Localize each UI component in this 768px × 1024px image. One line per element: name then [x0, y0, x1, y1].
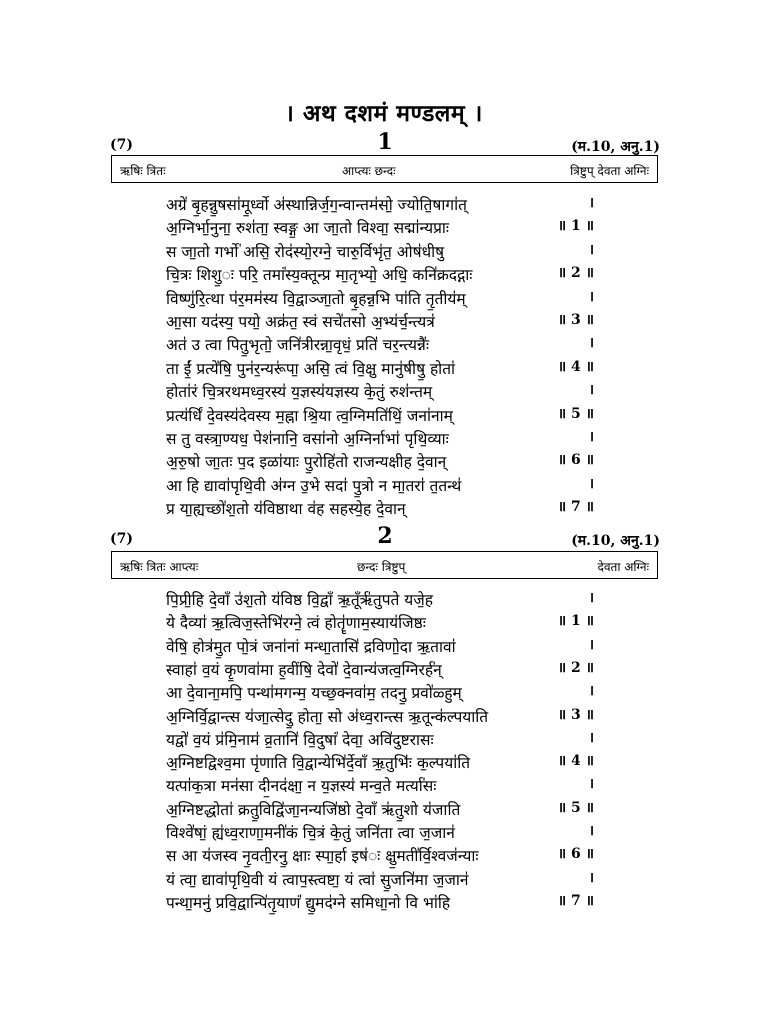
verse-number-mark: ॥ 2 ॥: [557, 265, 594, 282]
verse-number-mark: ।: [588, 636, 594, 653]
verse-text: अग्रे॑ बृ॒हन्नु॒षसा॑मू॒र्ध्वो अ॑स्थान्निर्ज॒ग॒न्वान्तम॑सो॒ ज्योति॒षागा॑त्: [166, 196, 467, 214]
hymn-1-number: 1: [377, 129, 393, 155]
verse-text: अ॒ग्निष्टद्धोता॑ क्रतु॒विद्वि॑जा॒नन्यजि॑ष्ठो दे॒वाँ ऋ॑तु॒शो य॑जाति: [166, 800, 461, 819]
verse-line: [166, 844, 594, 868]
verse-number-mark: ।: [588, 683, 594, 700]
hymn-1-info-middle: आप्त्यः छन्दः: [342, 164, 396, 178]
verse-text: विश्वे॑षां॒ ह्य॑ध्व॒राणा॒मनी॑कं चि॒त्रं के॒तुं जनि॑ता त्वा ज॒जान॑: [166, 824, 455, 842]
verse-line: [166, 611, 594, 635]
hymn-1-left-reference: (7): [110, 137, 133, 153]
verse-text: आ॒सा यद॑स्य॒ पयो॒ अक्र॑त॒ स्वं सचे॑तसो अ॒भ्य॑र्च॒न्त्यत्र॑: [166, 313, 435, 331]
verse-line: [166, 705, 594, 729]
verse-line: [166, 588, 594, 612]
verse-number-mark: ।: [588, 729, 594, 746]
verse-line: [166, 193, 594, 217]
verse-number-mark: ।: [588, 288, 594, 305]
verse-line: [166, 357, 594, 381]
verse-line: [166, 310, 594, 334]
hymn-2-right-reference: (म.10, अनु.1): [571, 533, 660, 549]
verse-number-mark: ॥ 6 ॥: [557, 452, 594, 469]
verse-number-mark: ॥ 4 ॥: [557, 753, 594, 770]
verse-text: प्र या॒ह्यच्छो॑श॒तो य॑विष्ठाथा व॑ह सहस्ये॒ह दे॒वान्: [166, 500, 406, 519]
verse-text: विष्णु॑रि॒त्था प॑र॒मम॑स्य वि॒द्वाञ्जा॒तो बृ॒हन्न॒भि पा॑ति तृ॒तीय॑म्: [166, 289, 466, 308]
verse-text: ये दैव्या॑ ऋ॒त्विज॒स्तेभि॑रग्ने॒ त्वं होतॄ॑णाम॒स्याय॑जिष्ठः: [166, 614, 426, 633]
verse-number-mark: ॥ 7 ॥: [557, 499, 594, 516]
verse-line: [166, 681, 594, 705]
verse-number-mark: ॥ 6 ॥: [557, 846, 594, 863]
verse-text: यत्पा॑क॒त्रा मन॑सा दी॒नद॑क्षा॒ न य॒ज्ञस्य॑ मन्व॒ते मर्त्या॑सः: [166, 777, 437, 796]
verse-text: स आ य॑जस्व नृ॒वती॒रनु॒ क्षाः स्पा॒र्हा इष॑ः क्षु॒मती॑र्वि॒श्वज॑न्याः: [166, 847, 479, 866]
verse-number-mark: ॥ 5 ॥: [557, 799, 594, 816]
verse-text: अ॒ग्निर्वि॒द्वान्त्स य॑जा॒त्सेदु॒ होता॒ सो अ॑ध्व॒रान्त्स ऋ॒तून्क॑ल्पयाति: [166, 707, 489, 726]
verse-line: [166, 635, 594, 659]
verse-number-mark: ॥ 7 ॥: [557, 892, 594, 909]
verse-text: स तु वस्त्रा॒ण्यध॒ पेश॑नानि॒ वसा॑नो अ॒ग्निर्नाभा॑ पृथि॒व्याः: [166, 430, 449, 448]
verse-line: [166, 450, 594, 474]
verse-line: [166, 798, 594, 822]
hymn-2-number: 2: [377, 523, 393, 549]
verse-number-mark: ।: [588, 869, 594, 886]
verse-text: आ हि द्यावा॑पृथि॒वी अ॑ग्न उ॒भे सदा॑ पु॒त्रो न मा॒तरा॑ त॒तन्थ॑: [166, 476, 462, 495]
verse-text: स्वाहा॑ व॒यं कृ॒णवा॑मा ह॒वींषि॒ देवो॑ दे॒वान्य॑जत्व॒ग्निरर्ह॑न्: [166, 660, 442, 679]
hymn-1-info-right: त्रिष्टुप् देवता अग्निः: [570, 164, 649, 178]
verse-number-mark: ॥ 1 ॥: [557, 218, 594, 235]
verse-text: ता ईं॒ प्रत्ये॑षि॒ पुन॑र॒न्यरू॑पा॒ असि॒ त्वं वि॒क्षु मानु॑षीषु॒ होता॑: [166, 359, 456, 378]
verse-text: अत॑ उ त्वा पितु॒भृतो॒ जनि॑त्रीरन्ना॒वृधं॒ प्रति॑ चर॒न्त्यन्नैः॑: [166, 336, 429, 355]
verse-text: पि॒प्री॒हि दे॒वाँ उ॑श॒तो य॑विष्ठ वि॒द्वाँ ऋ॒तूँरृ॑तुपते यजे॒ह: [166, 591, 433, 609]
verse-line: [166, 216, 594, 240]
verse-text: आ दे॒वाना॒मपि॒ पन्था॑मगन्म॒ यच्छ॒क्नवा॑म॒ तदनु॒ प्रवो॑ळ्हुम्: [166, 684, 462, 703]
verse-number-mark: ॥ 5 ॥: [557, 405, 594, 422]
verse-text: यं त्वा॒ द्यावा॑पृथि॒वी यं त्वाप॒स्त्वष्टा॒ यं त्वा॑ सु॒जनि॑मा ज॒जान॑: [166, 870, 469, 889]
verse-line: [166, 497, 594, 521]
verse-text: चि॒त्रः शिशु॒ः परि॒ तमां॑स्य॒क्तून्प्र मा॒तृभ्यो॒ अधि॒ कनि॑क्रदद्गाः: [166, 266, 473, 285]
hymn-1-right-reference: (म.10, अनु.1): [571, 139, 660, 155]
verse-line: [166, 427, 594, 451]
page-title: । अथ दशमं मण्डलम् ।: [285, 100, 483, 127]
verse-number-mark: ।: [588, 241, 594, 258]
verse-text: पन्था॒मनु॑ प्रवि॒द्वान्पि॑तृ॒याणं॑ द्यु॒मद॑ग्ने समिधा॒नो वि भा॑हि: [166, 893, 451, 912]
verse-text: होता॑रं चि॒त्ररथमध्व॒रस्य॑ य॒ज्ञस्य॑यज्ञस्य के॒तुं रुश॑न्तम्: [166, 383, 433, 402]
verse-text: अ॒ग्निर्भा॒नुना॒ रुश॑ता॒ स्वङ्ग॒ आ जा॒तो विश्वा॒ सद्मा॑न्यप्राः: [166, 219, 450, 238]
verse-line: [166, 404, 594, 428]
verse-text: स जा॒तो गर्भो॑ असि॒ रोद॑स्यो॒रग्ने॒ चारु॒र्विभृ॑त॒ ओष॑धीषु: [166, 242, 445, 261]
verse-number-mark: ।: [588, 335, 594, 352]
verse-line: [166, 240, 594, 264]
verse-number-mark: ॥ 3 ॥: [557, 312, 594, 328]
verse-number-mark: ।: [588, 590, 594, 606]
verse-line: [166, 868, 594, 892]
verse-number-mark: ।: [588, 429, 594, 445]
verse-number-mark: ।: [588, 776, 594, 793]
hymn-2-info-middle: छन्दः त्रिष्टुप्: [357, 560, 406, 574]
verse-text: अ॒ग्निष्टद्विश्व॒मा पृ॑णाति वि॒द्वान्येभि॑र्दे॒वाँ ऋ॒तुभिः॑ क॒ल्पया॑ति: [166, 754, 471, 773]
hymn-2-info-box: [111, 551, 658, 579]
verse-line: [166, 287, 594, 311]
hymn-2-header: [110, 523, 660, 551]
verse-text: अ॒रु॒षो जा॒तः प॒द इळा॑याः पु॒रोहि॑तो राजन्यक्षीह दे॒वान्: [166, 453, 447, 472]
verse-line: [166, 333, 594, 357]
verse-line: [166, 751, 594, 775]
verse-line: [166, 774, 594, 798]
verse-line: [166, 728, 594, 752]
verse-text: प्रत्य॑र्धिं दे॒वस्य॑देवस्य म॒ह्ना श्रि॒या त्व॒ग्निमति॑थिं॒ जना॑नाम्: [166, 406, 453, 425]
hymn-1-header: [110, 129, 660, 157]
hymn-2-left-reference: (7): [110, 531, 133, 547]
verse-number-mark: ।: [588, 382, 594, 399]
hymn-1-info-box: [111, 155, 658, 183]
verse-number-mark: ॥ 3 ॥: [557, 706, 594, 723]
verse-number-mark: ।: [588, 475, 594, 492]
verse-number-mark: ॥ 2 ॥: [557, 659, 594, 676]
verse-line: [166, 891, 594, 915]
hymn-1-rishi: ऋषिः त्रितः: [120, 164, 166, 178]
verse-number-mark: ॥ 4 ॥: [557, 358, 594, 375]
verse-text: वेषि॒ होत्र॑मु॒त पो॒त्रं जना॑नां मन्धा॒तासि॑ द्रविणो॒दा ऋ॒तावा॑: [166, 637, 456, 656]
hymn-2-info-right: देवता अग्निः: [597, 560, 649, 574]
verse-line: [166, 821, 594, 845]
verse-number-mark: ।: [588, 195, 594, 211]
verse-number-mark: ॥ 1 ॥: [557, 613, 594, 630]
verse-line: [166, 658, 594, 682]
verse-line: [166, 474, 594, 498]
hymn-2-rishi: ऋषिः त्रितः आप्त्यः: [120, 560, 199, 574]
verse-text: यद्वो॑ व॒यं प्र॑मि॒नाम॑ व्र॒तानि॑ वि॒दुषां॑ देवा॒ अवि॑दुष्टरासः: [166, 730, 434, 749]
verse-line: [166, 263, 594, 287]
verse-number-mark: ।: [588, 823, 594, 839]
verse-line: [166, 380, 594, 404]
